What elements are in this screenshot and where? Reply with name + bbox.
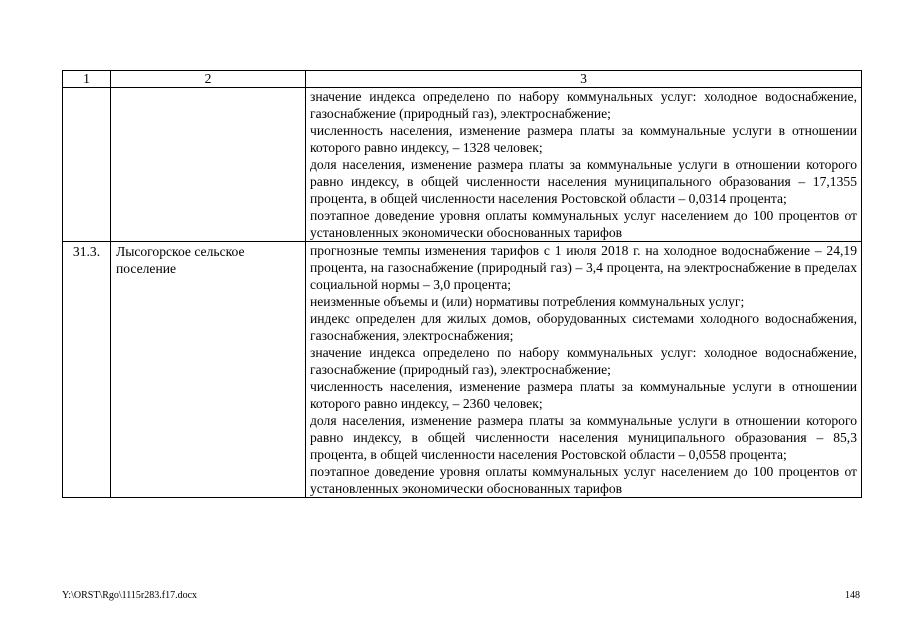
table-row-settlement xyxy=(63,242,862,498)
row-number-cell: 31.3. xyxy=(63,242,111,498)
paragraph: поэтапное доведение уровня оплаты коммунальных услуг населением до 100 процентов от установленных экономически обоснованных тарифов xyxy=(310,208,857,240)
paragraph: численность населения, изменение размера платы за коммунальные услуги в отношении которого равно индексу, – 1328 человек; xyxy=(310,123,857,155)
paragraph: прогнозные темпы изменения тарифов с 1 июля 2018 г. на холодное водоснабжение – 24,19 процента, на газоснабжение (природный газ) – 3,4 процента, на электроснабжение в пределах социальной нормы – 3,0 процента; xyxy=(310,243,857,292)
header-cell-3: 3 xyxy=(306,71,862,88)
document-table xyxy=(62,70,862,498)
paragraph: неизменные объемы и (или) нормативы потребления коммунальных услуг; xyxy=(310,294,745,309)
paragraph: значение индекса определено по набору коммунальных услуг: холодное водоснабжение, газоснабжение (природный газ), электроснабжение; xyxy=(310,89,857,121)
paragraph: доля населения, изменение размера платы за коммунальные услуги в отношении которого равно индексу, в общей численности населения муниципального образования – 17,1355 процента, в общей численности населения Ростовской области – 0,0314 процента; xyxy=(310,157,857,206)
header-cell-2: 2 xyxy=(111,71,306,88)
row-text-cell xyxy=(306,88,862,242)
footer-page-number: 148 xyxy=(845,590,860,601)
paragraph: доля населения, изменение размера платы за коммунальные услуги в отношении которого равно индексу, в общей численности населения муниципального образования – 85,3 процента, в общей численности населения Ростовской области – 0,0558 процента; xyxy=(310,413,857,462)
row-name-cell: Лысогорское сельское поселение xyxy=(111,242,306,498)
table-header-row xyxy=(63,71,862,88)
paragraph: значение индекса определено по набору коммунальных услуг: холодное водоснабжение, газоснабжение (природный газ), электроснабжение; xyxy=(310,345,857,377)
row-text-cell xyxy=(306,242,862,498)
row-number-cell xyxy=(63,88,111,242)
table-row-continuation xyxy=(63,88,862,242)
footer-file-path: Y:\ORST\Rgo\1115r283.f17.docx xyxy=(62,590,198,601)
paragraph: численность населения, изменение размера платы за коммунальные услуги в отношении которого равно индексу, – 2360 человек; xyxy=(310,379,857,411)
paragraph: поэтапное доведение уровня оплаты коммунальных услуг населением до 100 процентов от установленных экономически обоснованных тарифов xyxy=(310,464,857,496)
paragraph: индекс определен для жилых домов, оборудованных системами холодного водоснабжения, газоснабжения, электроснабжения; xyxy=(310,311,857,343)
row-name-cell xyxy=(111,88,306,242)
header-cell-1: 1 xyxy=(63,71,111,88)
